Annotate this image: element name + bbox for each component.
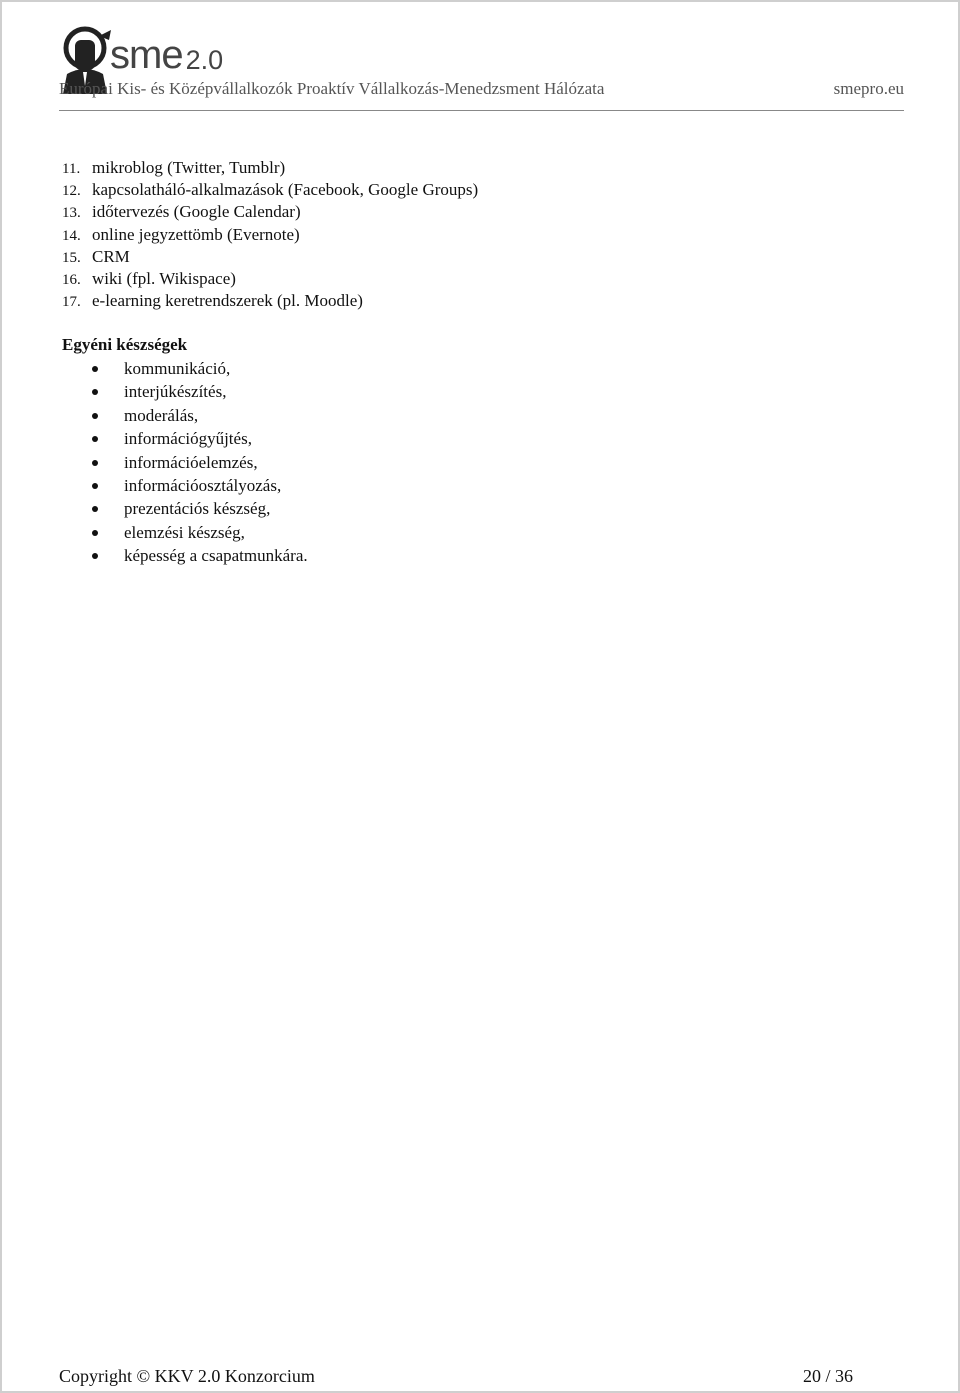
bullet-text: moderálás, — [124, 405, 199, 425]
bullet-item — [62, 544, 308, 567]
list-item — [62, 157, 478, 179]
list-item — [62, 201, 478, 223]
bullet-item — [62, 474, 308, 497]
bullet-icon — [92, 506, 98, 512]
bullet-text: információelemzés, — [124, 452, 258, 472]
list-item — [62, 268, 478, 290]
brand-version: 2.0 — [185, 45, 224, 75]
skills-section — [62, 333, 308, 568]
bullet-text: kommunikáció, — [124, 359, 231, 378]
list-item — [62, 246, 478, 268]
bullet-item — [62, 380, 308, 403]
header-divider — [59, 110, 904, 111]
bullet-text: interjúkészítés, — [124, 382, 227, 402]
bullet-icon — [92, 413, 98, 419]
list-item-number: 13. — [62, 205, 81, 222]
bullet-icon — [92, 460, 98, 466]
list-item — [62, 224, 478, 246]
bullet-item — [62, 427, 308, 450]
page-number: 20 / 36 — [802, 1366, 853, 1386]
list-item-text: CRM — [92, 246, 130, 266]
bullet-item — [62, 404, 308, 427]
list-item-number: 16. — [62, 271, 81, 288]
skills-list — [62, 357, 308, 568]
bullet-item — [62, 451, 308, 474]
bullet-item — [62, 497, 308, 520]
list-item-number: 11. — [62, 161, 81, 177]
list-item-text: kapcsolatháló-alkalmazások (Facebook, Google Groups) — [92, 180, 479, 200]
bullet-item — [62, 357, 308, 380]
list-item-text: wiki (fpl. Wikispace) — [92, 268, 236, 288]
bullet-icon — [92, 483, 98, 489]
list-item-number: 12. — [62, 183, 81, 200]
list-item-number: 14. — [62, 227, 81, 244]
bullet-text: információgyűjtés, — [124, 429, 252, 449]
bullet-item — [62, 521, 308, 544]
section-title: Egyéni készségek — [62, 335, 188, 354]
list-item — [62, 290, 478, 312]
header-line — [59, 79, 904, 99]
bullet-text: prezentációs készség, — [124, 499, 271, 519]
header-subtitle: Európai Kis- és Középvállalkozók Proaktív Vállalkozás-Menedzsment Hálózata — [59, 79, 605, 98]
list-item-text: mikroblog (Twitter, Tumblr) — [92, 158, 286, 177]
list-item-text: időtervezés (Google Calendar) — [92, 202, 301, 222]
list-item-text: online jegyzettömb (Evernote) — [92, 224, 300, 244]
bullet-icon — [92, 553, 98, 559]
brand-name: sme — [110, 33, 183, 77]
list-item-text: e-learning keretrendszerek (pl. Moodle) — [92, 291, 363, 311]
list-item — [62, 179, 478, 201]
bullet-icon — [92, 366, 98, 372]
bullet-icon — [92, 389, 98, 395]
page-footer — [59, 1366, 853, 1387]
brand-wordmark — [110, 35, 223, 75]
numbered-tool-list — [62, 157, 478, 312]
bullet-text: információosztályozás, — [124, 475, 282, 495]
bullet-text: képesség a csapatmunkára. — [124, 546, 308, 566]
bullet-icon — [92, 436, 98, 442]
header-website: smepro.eu — [833, 79, 904, 98]
list-item-number: 15. — [62, 249, 81, 266]
footer-copyright: Copyright © KKV 2.0 Konzorcium — [59, 1366, 315, 1386]
bullet-icon — [92, 530, 98, 536]
bullet-text: elemzési készség, — [124, 522, 245, 542]
list-item-number: 17. — [62, 294, 81, 311]
